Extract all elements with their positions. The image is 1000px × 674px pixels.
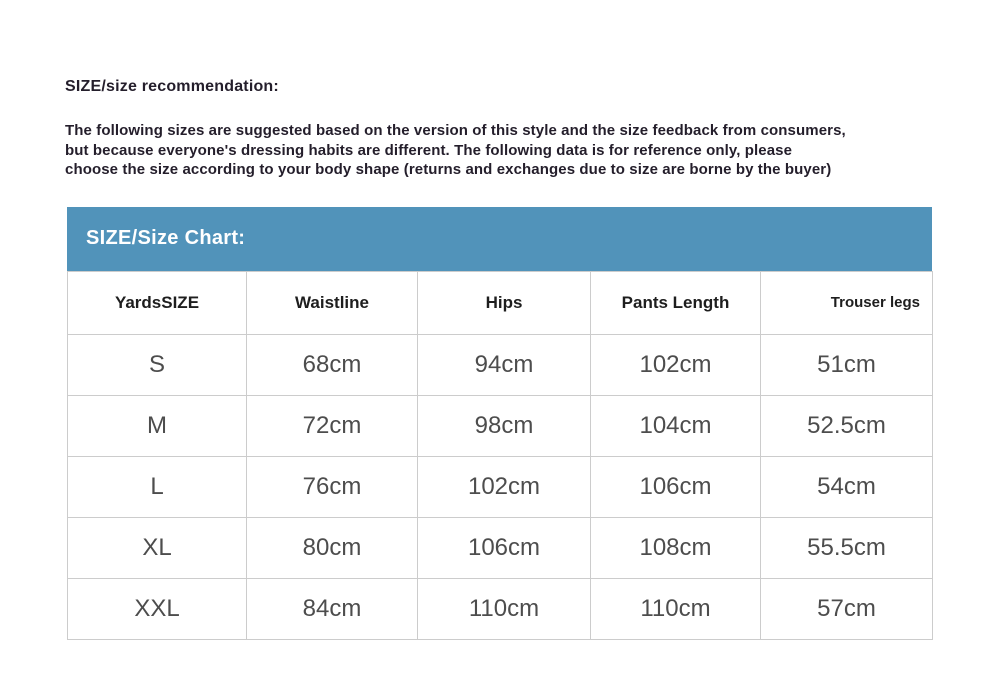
cell-hips: 106cm — [418, 517, 591, 578]
table-row-xxl — [68, 578, 933, 639]
size-chart-banner — [67, 207, 932, 271]
size-recommendation-paragraph — [65, 121, 960, 180]
cell-waistline: 80cm — [247, 517, 418, 578]
cell-pants-length: 102cm — [591, 334, 761, 395]
cell-trouser-legs: 54cm — [761, 456, 933, 517]
cell-waistline: 72cm — [247, 395, 418, 456]
cell-size: XL — [68, 517, 247, 578]
paragraph-line-3: choose the size according to your body shape (returns and exchanges due to size are borne by the buyer) — [65, 161, 832, 178]
cell-size: M — [68, 395, 247, 456]
cell-pants-length: 110cm — [591, 578, 761, 639]
cell-pants-length: 104cm — [591, 395, 761, 456]
paragraph-line-1: The following sizes are suggested based on the version of this style and the size feedback from consumers, — [65, 122, 846, 139]
cell-waistline: 68cm — [247, 334, 418, 395]
cell-size: S — [68, 334, 247, 395]
cell-size: XXL — [68, 578, 247, 639]
size-chart-table — [67, 271, 933, 640]
cell-waistline: 76cm — [247, 456, 418, 517]
size-chart-title: SIZE/Size Chart: — [86, 227, 246, 249]
column-header-pants-length: Pants Length — [591, 271, 761, 334]
table-row-m — [68, 395, 933, 456]
cell-trouser-legs: 55.5cm — [761, 517, 933, 578]
cell-hips: 94cm — [418, 334, 591, 395]
cell-trouser-legs: 57cm — [761, 578, 933, 639]
column-header-trouser-legs: Trouser legs — [761, 271, 933, 334]
cell-hips: 110cm — [418, 578, 591, 639]
column-header-waistline: Waistline — [247, 271, 418, 334]
cell-hips: 102cm — [418, 456, 591, 517]
cell-trouser-legs: 51cm — [761, 334, 933, 395]
cell-hips: 98cm — [418, 395, 591, 456]
size-recommendation-heading: SIZE/size recommendation: — [65, 78, 279, 95]
cell-pants-length: 106cm — [591, 456, 761, 517]
product-size-page — [0, 78, 1000, 674]
table-row-s — [68, 334, 933, 395]
cell-pants-length: 108cm — [591, 517, 761, 578]
paragraph-line-2: but because everyone's dressing habits are different. The following data is for reference only, please — [65, 141, 793, 159]
cell-waistline: 84cm — [247, 578, 418, 639]
column-header-size: YardsSIZE — [68, 271, 247, 334]
table-row-xl — [68, 517, 933, 578]
table-row-l — [68, 456, 933, 517]
cell-trouser-legs: 52.5cm — [761, 395, 933, 456]
table-header-row — [68, 271, 933, 334]
column-header-hips: Hips — [418, 271, 591, 334]
cell-size: L — [68, 456, 247, 517]
